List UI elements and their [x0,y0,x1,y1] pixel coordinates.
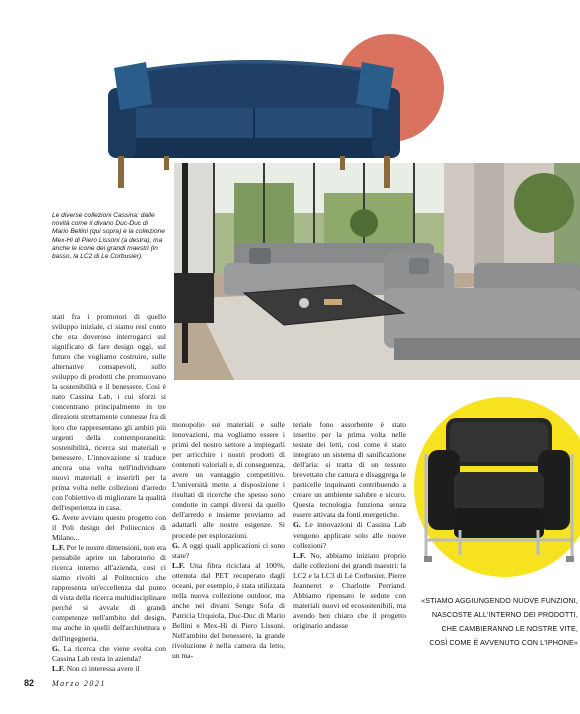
paragraph [52,513,166,543]
paragraph [52,664,166,674]
speaker-label: G. [52,643,60,653]
paragraph-text: Le innovazioni di Cassina Lab vengono applicate solo alle nuove collezioni? [293,520,407,550]
paragraph-text: Non ci interessa avere il [66,663,140,673]
paragraph-text: A oggi quali applicazioni ci sono state? [172,540,285,560]
paragraph [293,420,406,520]
speaker-label: G. [52,512,60,522]
pull-quote [402,594,578,650]
paragraph [172,541,285,561]
photo-caption: Le diverse collezioni Cassina: dalle novità come il divano Duc-Duc di Mario Bellini (qui sopra) e la collezione Mex-Hi di Piero Lissoni (a destra), ma anche le icone dei grandi maestri (in basso, la LC2 di Le Corbusier). [52,212,165,261]
paragraph-text: stati fra i promotori di quello sviluppo iniziale, ci siamo resi conto che era doveroso interrogarci sul significato di fare design oggi, sul futuro che vogliamo costruire, sulle alternative consapevoli, sullo sviluppo di prodotti che promuovano la sostenibilità e il benessere. Così è nato Cassina Lab, i cui sforzi si concentrano principalmente in tre direzioni strettamente connesse fra di loro che rappresentano gli ambiti più urgenti della contemporaneità: sostenibilità, ricerca sui materiali e benessere. L'innovazione si traduce ancora una volta nell'individuare nuovi materiali e inserirli per la prima volta nelle collezioni d'arredo con l'obiettivo di migliorare la qualità dell'esperienza in casa. [52,312,166,512]
paragraph-text: teriale fono assorbente è stato inserito per la prima volta nelle testate dei letti, così come è stato integrato un sistema di sanificazione dell'aria: si tratta di un tessuto brevettato che cattura e disaggrega le particelle inquinanti contribuendo a creare un ambiente salubre e sicuro. Questa tecnologia funziona senza essere attivata da fonti energetiche. [293,420,406,520]
lc2-armchair-image [424,410,574,570]
paragraph [52,312,166,513]
paragraph [293,551,406,631]
paragraph-text: La ricerca che viene svolta con Cassina Lab resta in azienda? [52,643,166,663]
pull-quote-line: «STIAMO AGGIUNGENDO NUOVE FUNZIONI, [421,596,578,605]
paragraph [172,420,285,541]
issue-date: Marzo 2021 [52,679,106,688]
paragraph [293,520,406,550]
blue-duc-duc-sofa-image [104,48,404,193]
paragraph [52,543,166,643]
paragraph-text: monopolio sui materiali e sulle innovazioni, ma vogliamo essere i primi del nostro settore a impiegarli per arricchire i nostri prodotti di contenuti valoriali e, di conseguenza, avere un vantaggio competitivo. L'università mette a disposizione i risultati di ricerche che spesso sono condotte in campi diversi da quello dell'arredo e insieme proviamo ad adattarli alle nostre esigenze. Si procede per esplorazioni. [172,420,285,540]
paragraph [172,561,285,661]
paragraph-text: No, abbiamo iniziato proprio dalle collezioni dei grandi maestri: la LC2 e la LC3 di Le Corbusier, Pierre Jeanneret e Charlotte Perriand. Abbiamo ripensato le sedute con materiali nuovi ed ecosostenibili, ma avendo ben chiaro che il progetto originario andasse [293,550,406,630]
paragraph-text: Avete avviato questo progetto con il Poli design del Politecnico di Milano... [52,512,166,543]
speaker-label: L.F. [52,663,65,673]
speaker-label: G. [293,520,301,530]
paragraph-text: Una fibra riciclata al 100%, ottenuta dal PET recuperato dagli oceani, per esempio, è stata utilizzata nella nuova collezione outdoor, ma anche nei divani Sengu Sofa di Patricia Urquiola, Duc-Duc di Mario Bellini e Mex-Hi di Piero Lissoni. Nell'ambito del benessere, la grande rivoluzione è nella camera da letto, un ma- [172,560,285,661]
page-number: 82 [24,678,35,688]
text-column-2 [172,420,285,661]
speaker-label: L.F. [293,550,306,560]
pull-quote-line: CHE CAMBIERANNO LE NOSTRE VITE, [441,624,578,633]
speaker-label: L.F. [172,560,185,570]
speaker-label: L.F. [52,543,65,553]
text-column-1 [52,312,166,674]
pull-quote-line: NASCOSTE ALL'INTERNO DEI PRODOTTI, [431,610,578,619]
pull-quote-line: COSÌ COME È AVVENUTO CON L'IPHONE» [429,638,578,647]
speaker-label: G. [172,540,180,550]
living-room-photo [174,163,580,380]
text-column-3 [293,420,406,631]
paragraph [52,644,166,664]
paragraph-text: Per le nostre dimensioni, non era pensabile aprire un laboratorio di ricerca interno all'azienda, così ci siamo rivolti al Politecnico che rappresenta un'eccellenza dal punto di vista della ricerca multidisciplinare perché si avvale di grandi competenze nell'ambito del design, ma anche in quelli dell'architettura e dell'ingegneria. [52,543,166,643]
